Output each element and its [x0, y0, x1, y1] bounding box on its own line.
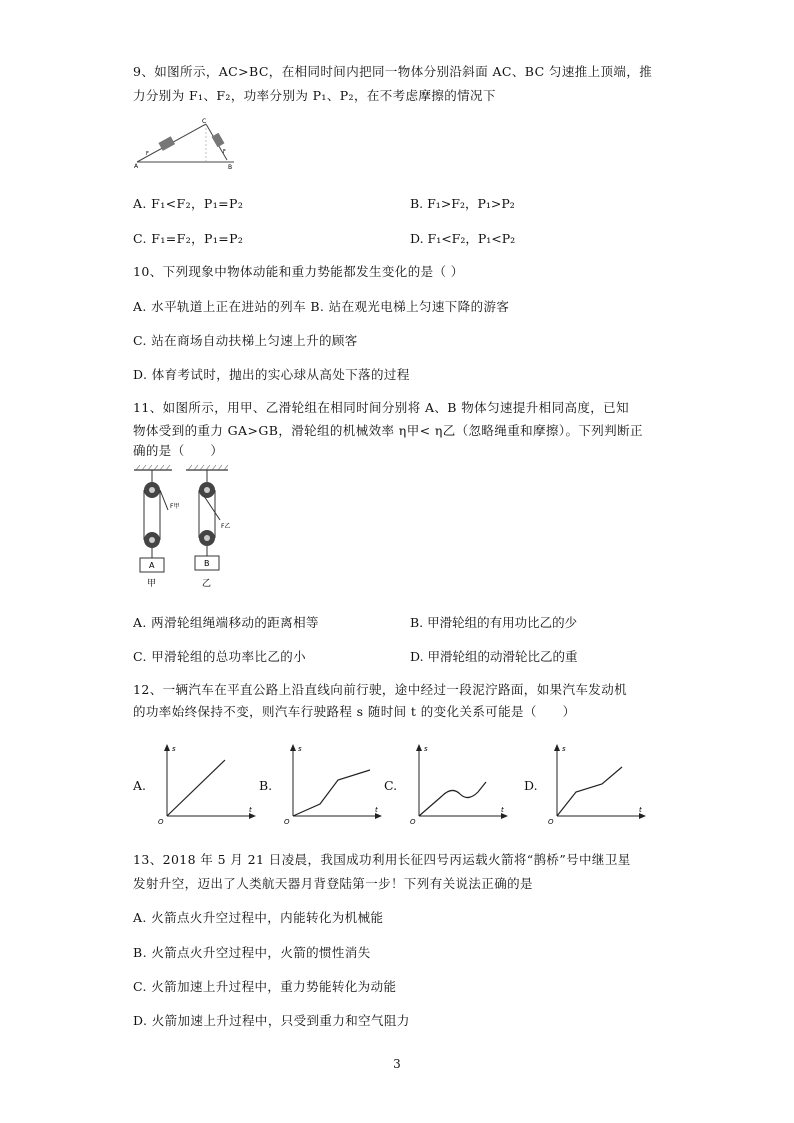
q12-graph-b-axis-t: t — [375, 806, 378, 814]
q9-label-f1: F — [146, 151, 149, 157]
q12-graph-c-origin: O — [410, 818, 416, 826]
q12-graph-c-axis-s: s — [424, 745, 428, 753]
q12-graph-a-axis-t: t — [249, 806, 252, 814]
q11-label-f-jia: F甲 — [170, 503, 180, 510]
q11-option-b: B. 甲滑轮组的有用功比乙的少 — [410, 615, 578, 630]
q13-option-a: A. 火箭点火升空过程中，内能转化为机械能 — [133, 910, 384, 925]
q11-box-b-label: B — [204, 559, 210, 568]
q12-graph-c-label: C. — [384, 778, 398, 793]
q12-graph-b-axis-s: s — [298, 745, 302, 753]
q11-pulley-yi — [195, 470, 220, 570]
q9-label-a: A — [134, 163, 139, 170]
q13-stem-line1: 13、2018 年 5 月 21 日凌晨，我国成功利用长征四号丙运载火箭将“鹊桥”号中继卫星 — [133, 852, 631, 867]
q9-label-f2: F — [223, 149, 226, 155]
q9-incline-figure — [134, 118, 240, 170]
q12-graph-d-origin: O — [548, 818, 554, 826]
q11-stem-line2: 物体受到的重力 GA>GB，滑轮组的机械效率 η甲< η乙（忽略绳重和摩擦）。下列判断正 — [133, 423, 643, 438]
q12-graph-a-origin: O — [158, 818, 164, 826]
q9-stem-line1: 9、如图所示，AC>BC，在相同时间内把同一物体分别沿斜面 AC、BC 匀速推上顶端，推 — [133, 64, 653, 79]
q12-graph-c — [404, 742, 514, 828]
q12-graph-b — [278, 742, 388, 828]
q10-option-ab: A. 水平轨道上正在进站的列车 B. 站在观光电梯上匀速下降的游客 — [133, 299, 510, 314]
q11-box-a-label: A — [149, 561, 155, 570]
q9-label-b: B — [228, 164, 233, 170]
q12-graph-b-origin: O — [284, 818, 290, 826]
q11-pulley-figure — [128, 462, 238, 594]
q12-graph-a — [152, 742, 262, 828]
q11-stem-line1: 11、如图所示，用甲、乙滑轮组在相同时间分别将 A、B 物体匀速提升相同高度，已知 — [133, 400, 629, 415]
q11-stem-line3: 确的是（ ） — [133, 443, 224, 458]
q13-option-d: D. 火箭加速上升过程中，只受到重力和空气阻力 — [133, 1013, 410, 1028]
q9-block-right — [212, 133, 225, 147]
q12-graph-b-label: B. — [259, 778, 273, 793]
q10-stem: 10、下列现象中物体动能和重力势能都发生变化的是（ ） — [133, 264, 464, 279]
q11-caption-yi: 乙 — [202, 579, 212, 589]
q12-graph-d — [542, 742, 652, 828]
q12-stem-line1: 12、一辆汽车在平直公路上沿直线向前行驶，途中经过一段泥泞路面，如果汽车发动机 — [133, 682, 628, 697]
q12-stem-line2: 的功率始终保持不变，则汽车行驶路程 s 随时间 t 的变化关系可能是（ ） — [133, 704, 576, 719]
q9-option-d: D. F₁<F₂，P₁<P₂ — [410, 231, 516, 246]
page-number: 3 — [393, 1057, 401, 1071]
q13-option-b: B. 火箭点火升空过程中，火箭的惯性消失 — [133, 945, 371, 960]
q10-option-d: D. 体育考试时，抛出的实心球从高处下落的过程 — [133, 367, 410, 382]
q12-graph-d-axis-s: s — [562, 745, 566, 753]
q9-option-a: A. F₁<F₂，P₁=P₂ — [133, 196, 244, 211]
q11-option-a: A. 两滑轮组绳端移动的距离相等 — [133, 615, 319, 630]
q11-option-d: D. 甲滑轮组的动滑轮比乙的重 — [410, 649, 578, 664]
q12-graph-d-axis-t: t — [639, 806, 642, 814]
q9-option-c: C. F₁=F₂，P₁=P₂ — [133, 231, 244, 246]
q11-label-f-yi: F乙 — [221, 523, 231, 530]
q13-stem-line2: 发射升空，迈出了人类航天器月背登陆第一步！下列有关说法正确的是 — [133, 876, 533, 891]
q11-option-c: C. 甲滑轮组的总功率比乙的小 — [133, 649, 307, 664]
q9-stem-line2: 力分别为 F₁、F₂，功率分别为 P₁、P₂，在不考虑摩擦的情况下 — [133, 88, 496, 103]
q12-graph-c-axis-t: t — [501, 806, 504, 814]
q11-caption-jia: 甲 — [147, 579, 157, 589]
q9-label-c: C — [202, 118, 207, 125]
q10-option-c: C. 站在商场自动扶梯上匀速上升的顾客 — [133, 333, 358, 348]
q12-graph-d-label: D. — [524, 778, 538, 793]
q12-graph-a-axis-s: s — [172, 745, 176, 753]
q13-option-c: C. 火箭加速上升过程中，重力势能转化为动能 — [133, 979, 397, 994]
q11-pulley-jia — [140, 470, 168, 572]
q9-option-b: B. F₁>F₂，P₁>P₂ — [410, 196, 515, 211]
q12-graph-a-label: A. — [133, 778, 147, 793]
